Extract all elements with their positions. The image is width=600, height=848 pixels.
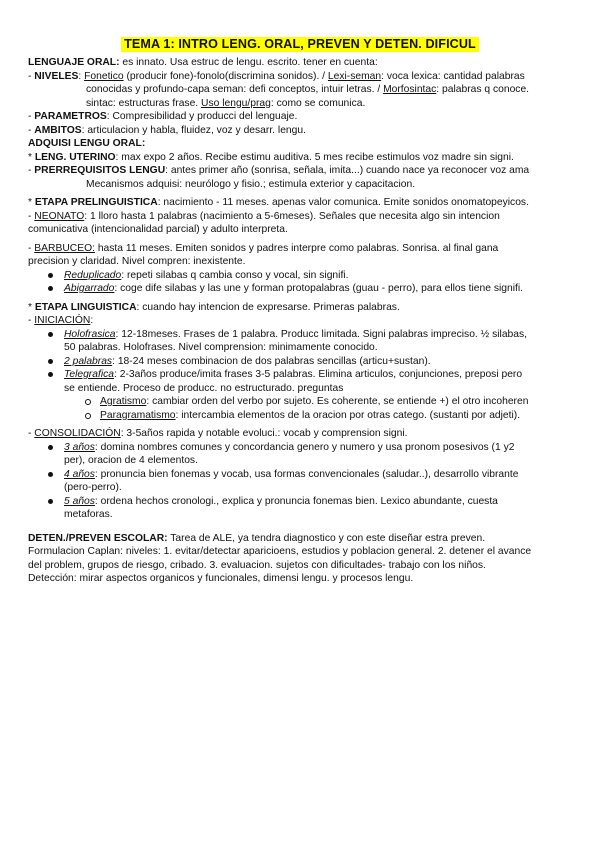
prelinguistica-label: ETAPA PRELINGUISTICA xyxy=(34,197,158,208)
reduplicado-term: Reduplicado xyxy=(64,269,122,281)
prerreq-line xyxy=(28,164,578,178)
consolidacion-line xyxy=(28,427,578,441)
barbuceo-label: BARBUCEO: xyxy=(34,242,95,254)
cuatro-anos-term: 4 años xyxy=(64,468,95,480)
page-title: TEMA 1: INTRO LENG. ORAL, PREVEN Y DETEN. DIFICUL xyxy=(121,37,479,52)
cinco-anos-cont: metaforas. xyxy=(64,509,113,520)
linguistica-text: : cuando hay intencion de expresarse. Primeras palabras. xyxy=(136,301,400,313)
telegrafica-term: Telegrafica xyxy=(64,369,114,380)
cuatro-anos-cont: (pero-perro). xyxy=(64,482,122,493)
uso-term: Uso lengu/prag xyxy=(201,97,271,109)
niveles-cont-line xyxy=(28,83,578,97)
prerreq-cont: Mecanismos adquisi: neurólogo y fisio.; estimula exterior y capacitacion. xyxy=(86,178,416,190)
parametros-text: : Compresibilidad y producci del lenguaje. xyxy=(106,111,298,122)
lenguaje-oral-text: es innato. Usa estruc de lengu. escrito. tener en cuenta: xyxy=(119,57,378,68)
consolidacion-label: CONSOLIDACIÓN xyxy=(34,428,121,439)
niveles-sep: : xyxy=(78,70,85,82)
sub-list-item xyxy=(28,409,578,423)
consolidacion-list xyxy=(28,441,578,522)
tres-anos-text: : domina nombres comunes y concordancia genero y numero y usa pronom posesivos (1 y2 xyxy=(94,441,515,453)
uterino-text: : max expo 2 años. Recibe estimu auditiva. 5 mes recibe estimulos voz madre sin signi. xyxy=(115,151,514,163)
niveles-line xyxy=(28,70,578,84)
list-item xyxy=(28,269,578,283)
list-item xyxy=(28,355,578,369)
lexi-term: Lexi-seman xyxy=(327,70,382,82)
deteccion-text: Tarea de ALE, ya tendra diagnostico y con este diseñar estra preven. xyxy=(167,532,486,544)
list-item xyxy=(28,495,578,522)
lexi-text: : voca lexica: cantidad palabras xyxy=(381,70,525,82)
holofrasica-cont: 50 palabras. Holofrases. Nivel comprension: minimamente conocido. xyxy=(64,342,378,353)
telegrafica-cont: se entiende. Proceso de producc. no estructurado. preguntas xyxy=(64,382,344,394)
prelinguistica-text: : nacimiento - 11 meses. apenas valor comunica. Emite sonidos onomatopeyicos. xyxy=(157,197,529,208)
bullet-dash: - xyxy=(28,111,35,122)
sintac-line xyxy=(28,97,578,111)
prelinguistica-line xyxy=(28,196,578,210)
sub-list-item xyxy=(28,395,578,409)
cinco-anos-term: 5 años xyxy=(64,495,95,507)
list-item xyxy=(28,328,578,355)
ambitos-line xyxy=(28,124,578,138)
neonato-label: NEONATO xyxy=(34,210,85,222)
iniciacion-suffix: : xyxy=(90,315,94,326)
holofrasica-term: Holofrasica xyxy=(64,328,116,340)
cuatro-anos-text: : pronuncia bien fonemas y vocab, usa formas convencionales (saludar..), desarrollo vibrante xyxy=(94,468,519,480)
fonetico-term: Fonetico xyxy=(84,70,124,82)
parametros-label: PARAMETROS xyxy=(34,111,107,122)
neonato-text: : 1 lloro hasta 1 palabras (nacimiento a 5-6meses). Señales que necesita algo sin intencion xyxy=(84,210,500,222)
lenguaje-oral-line xyxy=(28,56,578,70)
uso-text: : como se comunica. xyxy=(270,97,366,109)
neonato-cont: comunicativa (intencionalidad parcial) y adulto interpreta. xyxy=(28,224,288,235)
dos-palabras-text: : 18-24 meses combinacion de dos palabras sencillas (articu+sustan). xyxy=(112,355,431,367)
list-item xyxy=(28,441,578,468)
abigarrado-text: : coge dife silabas y las une y forman protopalabras (guau - perro), para ellos tiene signifi. xyxy=(114,283,524,294)
morfo-text: : palabras q conoce. xyxy=(436,84,530,95)
deteccion-line xyxy=(28,532,578,546)
document-body xyxy=(28,56,578,586)
iniciacion-line xyxy=(28,314,578,328)
telegrafica-text: : 2-3años produce/imita frases 3-5 palabras. Elimina articulos, conjunciones, preposi pero xyxy=(114,369,523,380)
tres-anos-cont: per), oracion de 4 elementos. xyxy=(64,455,198,466)
uterino-label: LENG. UTERINO xyxy=(34,151,116,163)
morfo-term: Morfosintac xyxy=(383,84,437,95)
agratismo-text: : cambiar orden del verbo por sujeto. Es coherente, se entiende +) el otro incoheren xyxy=(146,396,529,407)
bullet-dash: - xyxy=(28,242,35,254)
sintac-text: sintac: estructuras frase. xyxy=(86,97,202,109)
adquisi-heading: ADQUISI LENGU ORAL: xyxy=(28,138,146,149)
bullet-dash: - xyxy=(28,124,35,136)
caplan-cont: del problem, grupos de riesgo, cribado. 3. evaluacion. sujetos con dificultades- trabajo con los niños. xyxy=(28,559,486,571)
dos-palabras-term: 2 palabras xyxy=(64,355,113,367)
barbuceo-line xyxy=(28,242,578,256)
bullet-asterisk: * xyxy=(28,197,35,208)
bullet-dash: - xyxy=(28,428,35,439)
caplan-line: Formulacion Caplan: niveles: 1. evitar/detectar aparicioens, estudios y poblacion general. 2. detener el avance xyxy=(28,546,532,557)
reduplicado-text: : repeti silabas q cambia conso y vocal, sin signifi. xyxy=(121,269,349,281)
iniciacion-label: INICIACIÓN xyxy=(34,315,91,326)
lenguaje-oral-heading: LENGUAJE ORAL: xyxy=(28,57,120,68)
linguistica-line xyxy=(28,301,578,315)
list-item xyxy=(28,468,578,495)
bullet-asterisk: * xyxy=(28,301,35,313)
uterino-line xyxy=(28,151,578,165)
neonato-line xyxy=(28,210,578,224)
parametros-line xyxy=(28,110,578,124)
prerreq-label: PRERREQUISITOS LENGU xyxy=(34,165,166,176)
ambitos-label: AMBITOS xyxy=(34,124,82,136)
bullet-dash: - xyxy=(28,70,35,82)
ambitos-text: : articulacion y habla, fluidez, voz y desarr. lengu. xyxy=(81,124,306,136)
consolidacion-text: : 3-5años rapida y notable evoluci.: vocab y comprension signi. xyxy=(120,428,408,439)
deteccion-final: Detección: mirar aspectos organicos y funcionales, dimensi lengu. y procesos lengu. xyxy=(28,573,414,584)
tres-anos-term: 3 años xyxy=(64,441,95,453)
bullet-dash: - xyxy=(28,315,35,326)
barbuceo-text: hasta 11 meses. Emiten sonidos y padres interpre como palabras. Sonrisa. al final gana xyxy=(94,242,499,254)
list-item xyxy=(28,368,578,395)
agratismo-term: Agratismo xyxy=(100,396,147,407)
bullet-dash: - xyxy=(28,210,35,222)
niveles-label: NIVELES xyxy=(34,70,79,82)
lexi-cont: conocidas y profundo-capa seman: defi conceptos, intuir letras. / xyxy=(86,84,384,95)
cinco-anos-text: : ordena hechos cronologi., explica y pronuncia fonemas bien. Lexico abundante, cuesta xyxy=(94,495,498,507)
title-wrapper xyxy=(0,37,600,53)
barbuceo-cont: precision y claridad. Nivel compren: inexistente. xyxy=(28,256,246,267)
barbuceo-list xyxy=(28,269,578,296)
abigarrado-term: Abigarrado xyxy=(64,283,115,294)
holofrasica-text: : 12-18meses. Frases de 1 palabra. Producc limitada. Signi palabras impreciso. ½ silabas, xyxy=(115,328,528,340)
paragramatismo-text: : intercambia elementos de la oracion por otras catego. (sustanti por adjeti). xyxy=(175,409,521,421)
bullet-asterisk: * xyxy=(28,151,35,163)
iniciacion-list xyxy=(28,328,578,423)
fonetico-text: (producir fone)-fonolo(discrimina sonidos). / xyxy=(123,70,328,82)
bullet-dash: - xyxy=(28,165,35,176)
linguistica-label: ETAPA LINGUISTICA xyxy=(34,301,137,313)
deteccion-label: DETEN./PREVEN ESCOLAR: xyxy=(28,532,168,544)
list-item xyxy=(28,282,578,296)
paragramatismo-term: Paragramatismo xyxy=(100,409,176,421)
prerreq-text: : antes primer año (sonrisa, señala, imita...) cuando nace ya reconocer voz ama xyxy=(165,165,530,176)
